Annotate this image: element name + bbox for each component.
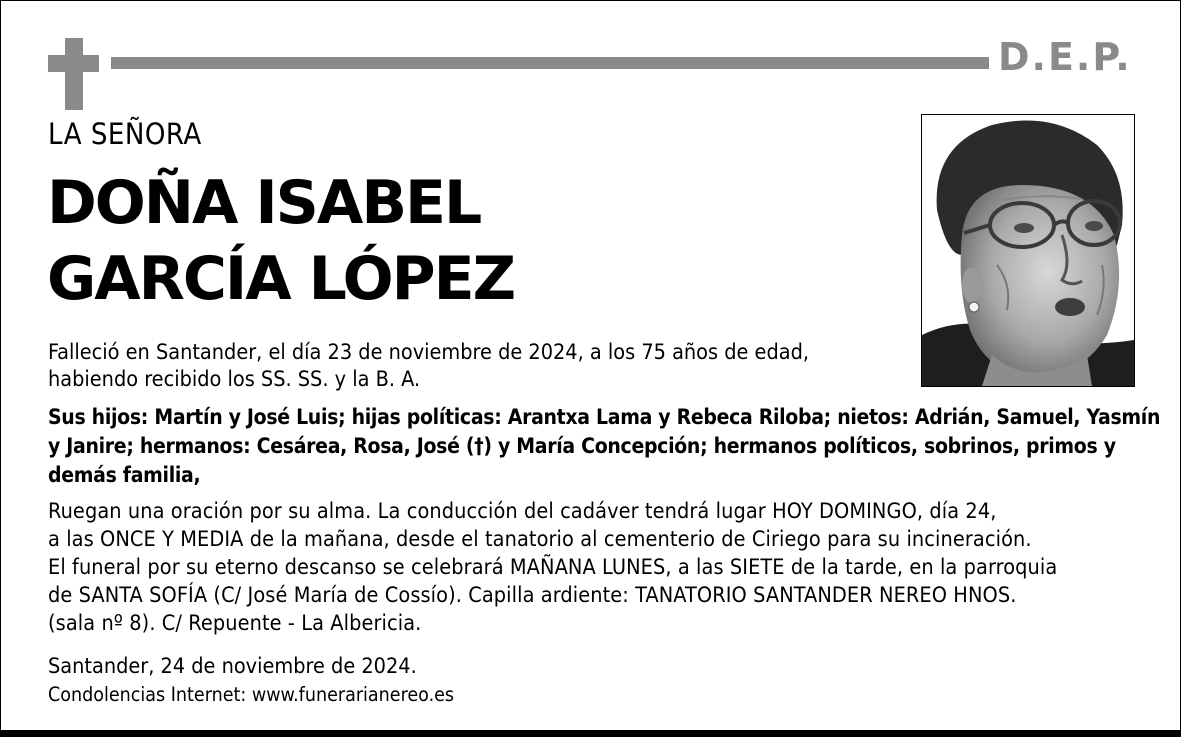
- dep-heading: D.E.P.: [998, 35, 1132, 79]
- name-line-1: DOÑA ISABEL: [47, 168, 481, 238]
- death-announcement: [48, 339, 908, 393]
- portrait-image: [922, 115, 1134, 386]
- service-line-2: a las ONCE Y MEDIA de la mañana, desde el tanatorio al cementerio de Ciriego para su incineración.: [48, 527, 1032, 552]
- place-and-date: Santander, 24 de noviembre de 2024.: [48, 654, 417, 679]
- family-list: [48, 403, 1161, 490]
- service-line-4: de SANTA SOFÍA (C/ José María de Cossío). Capilla ardiente: TANATORIO SANTANDER NEREO HNOS.: [48, 583, 1017, 608]
- death-line-1: Falleció en Santander, el día 23 de noviembre de 2024, a los 75 años de edad,: [48, 340, 810, 365]
- death-line-2: habiendo recibido los SS. SS. y la B. A.: [48, 367, 421, 392]
- name-line-2: GARCÍA LÓPEZ: [47, 244, 515, 314]
- family-line-3: demás familia,: [48, 463, 201, 487]
- deceased-name: [47, 165, 514, 317]
- family-line-1: Sus hijos: Martín y José Luis; hijas políticas: Arantxa Lama y Rebeca Riloba; nietos: Adrián, Samuel, Yasmín: [48, 405, 1161, 429]
- cross-vertical-bar: [65, 38, 83, 110]
- header-rule: [111, 57, 989, 69]
- cross-horizontal-bar: [48, 55, 99, 72]
- service-line-3: El funeral por su eterno descanso se celebrará MAÑANA LUNES, a las SIETE de la tarde, en la parroquia: [48, 555, 1058, 580]
- condolences-website: Condolencias Internet: www.funerarianereo.es: [48, 683, 455, 706]
- service-line-5: (sala nº 8). C/ Repuente - La Albericia.: [48, 611, 422, 636]
- service-details: [48, 498, 1148, 638]
- honorific: LA SEÑORA: [48, 117, 202, 151]
- family-line-2: y Janire; hermanos: Cesárea, Rosa, José (†) y María Concepción; hermanos políticos, sobrinos, primos y: [48, 434, 1116, 458]
- portrait-photo: [921, 114, 1135, 387]
- service-line-1: Ruegan una oración por su alma. La conducción del cadáver tendrá lugar HOY DOMINGO, día 24,: [48, 499, 997, 524]
